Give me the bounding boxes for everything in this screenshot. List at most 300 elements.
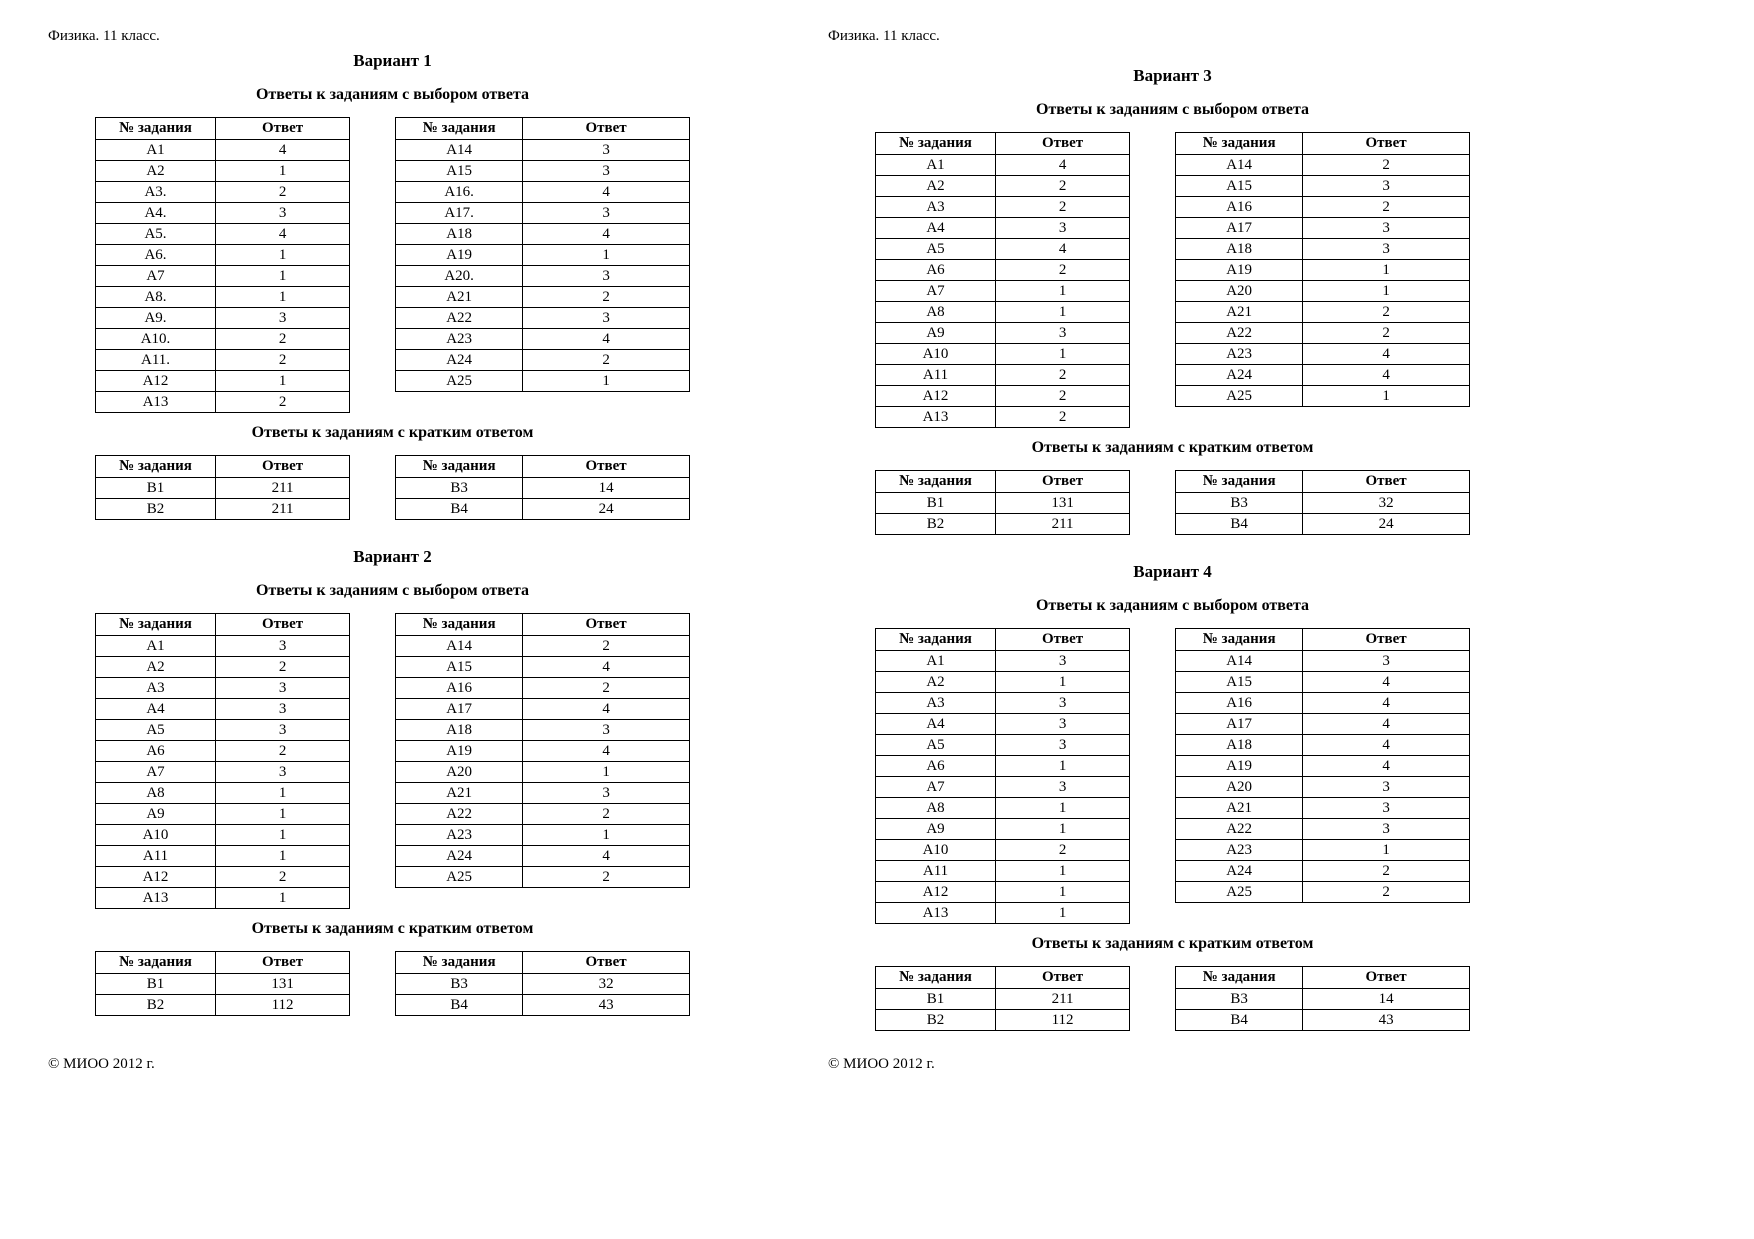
- table-header-row: [96, 614, 350, 636]
- table-cell: 1: [216, 161, 350, 182]
- variant-title: Вариант 1: [353, 51, 432, 70]
- table-cell: В1: [96, 974, 216, 995]
- table-cell: В3: [396, 974, 523, 995]
- section-title-multiple-choice: Ответы к заданиям с выбором ответа: [1035, 101, 1310, 118]
- task-number-column-header: № задания: [96, 952, 216, 974]
- table-cell: 43: [523, 995, 690, 1016]
- table-cell: А15: [396, 161, 523, 182]
- table-cell: А8: [876, 798, 996, 819]
- table-cell: 1: [216, 804, 350, 825]
- table-row: [96, 478, 350, 499]
- table-body: [1176, 989, 1470, 1031]
- table-cell: 3: [523, 266, 690, 287]
- table-body: [396, 478, 690, 520]
- table-row: [396, 636, 690, 657]
- task-number-column-header: № задания: [1176, 133, 1303, 155]
- variant-2-section: [95, 548, 690, 1016]
- page-header: Физика. 11 класс.: [828, 28, 940, 44]
- table-cell: 32: [523, 974, 690, 995]
- table-row: [96, 140, 350, 161]
- table-cell: В3: [1176, 989, 1303, 1010]
- table-header-row: [876, 133, 1130, 155]
- table-row: [396, 350, 690, 371]
- table-row: [396, 867, 690, 888]
- table-row: [876, 714, 1130, 735]
- table-cell: 2: [523, 678, 690, 699]
- table-cell: 1: [996, 798, 1130, 819]
- section-title-multiple-choice: Ответы к заданиям с выбором ответа: [255, 582, 530, 599]
- table-cell: В3: [396, 478, 523, 499]
- table-row: [396, 783, 690, 804]
- table-cell: А5: [876, 239, 996, 260]
- table-body: [396, 974, 690, 1016]
- table-row: [396, 720, 690, 741]
- table-row: [876, 176, 1130, 197]
- table-row: [1176, 819, 1470, 840]
- table-cell: А2: [96, 161, 216, 182]
- table-cell: А18: [396, 720, 523, 741]
- table-row: [876, 777, 1130, 798]
- choice-answers-table-left: [875, 132, 1130, 428]
- table-row: [876, 903, 1130, 924]
- table-cell: А7: [96, 266, 216, 287]
- table-cell: 2: [1303, 861, 1470, 882]
- table-row: [1176, 672, 1470, 693]
- copyright-footer: © МИОО 2012 г.: [48, 1056, 155, 1072]
- table-row: [876, 861, 1130, 882]
- table-cell: 4: [1303, 672, 1470, 693]
- table-row: [96, 867, 350, 888]
- page-header: Физика. 11 класс.: [48, 28, 160, 44]
- table-cell: А6: [96, 741, 216, 762]
- table-cell: 2: [996, 260, 1130, 281]
- task-number-column-header: № задания: [96, 614, 216, 636]
- table-cell: А4: [876, 218, 996, 239]
- table-header-row: [1176, 629, 1470, 651]
- task-number-column-header: № задания: [396, 952, 523, 974]
- table-row: [876, 386, 1130, 407]
- table-cell: 4: [1303, 693, 1470, 714]
- table-row: [876, 323, 1130, 344]
- copyright-footer: © МИОО 2012 г.: [828, 1056, 935, 1072]
- table-row: [96, 161, 350, 182]
- table-cell: А14: [1176, 651, 1303, 672]
- table-row: [876, 819, 1130, 840]
- table-cell: 3: [996, 218, 1130, 239]
- table-cell: А21: [1176, 302, 1303, 323]
- table-cell: 3: [216, 203, 350, 224]
- table-row: [1176, 882, 1470, 903]
- short-answer-tables: [95, 455, 690, 520]
- table-cell: А19: [396, 245, 523, 266]
- table-cell: А9: [876, 819, 996, 840]
- choice-answers-table-right: [395, 613, 690, 888]
- short-answers-table-left: [95, 951, 350, 1016]
- table-cell: В1: [876, 989, 996, 1010]
- table-cell: 1: [996, 756, 1130, 777]
- table-row: [396, 478, 690, 499]
- task-number-column-header: № задания: [876, 629, 996, 651]
- table-row: [96, 720, 350, 741]
- table-cell: 2: [523, 636, 690, 657]
- table-cell: 2: [996, 176, 1130, 197]
- table-cell: 1: [216, 245, 350, 266]
- table-cell: А9.: [96, 308, 216, 329]
- table-cell: А13: [96, 392, 216, 413]
- table-body: [1176, 651, 1470, 903]
- table-cell: 1: [1303, 386, 1470, 407]
- table-row: [876, 197, 1130, 218]
- table-cell: А8: [876, 302, 996, 323]
- table-cell: 3: [216, 699, 350, 720]
- table-cell: А13: [876, 903, 996, 924]
- table-row: [396, 224, 690, 245]
- table-cell: А20: [1176, 281, 1303, 302]
- table-cell: 2: [523, 287, 690, 308]
- task-number-column-header: № задания: [876, 967, 996, 989]
- table-cell: А10: [876, 840, 996, 861]
- table-cell: А20: [396, 762, 523, 783]
- table-cell: В4: [1176, 514, 1303, 535]
- short-answers-table-left: [875, 470, 1130, 535]
- table-cell: 211: [216, 478, 350, 499]
- table-row: [96, 678, 350, 699]
- page-2: [780, 0, 1754, 1239]
- table-row: [96, 245, 350, 266]
- table-cell: А8.: [96, 287, 216, 308]
- task-number-column-header: № задания: [1176, 629, 1303, 651]
- table-body: [1176, 155, 1470, 407]
- table-row: [396, 804, 690, 825]
- table-cell: А14: [396, 140, 523, 161]
- table-cell: А6.: [96, 245, 216, 266]
- table-cell: А12: [876, 882, 996, 903]
- table-cell: А23: [396, 329, 523, 350]
- table-row: [96, 636, 350, 657]
- answer-column-header: Ответ: [216, 118, 350, 140]
- short-answers-table-right: [395, 455, 690, 520]
- table-cell: В1: [96, 478, 216, 499]
- table-cell: В4: [396, 499, 523, 520]
- table-row: [396, 678, 690, 699]
- table-header-row: [96, 952, 350, 974]
- answer-column-header: Ответ: [216, 614, 350, 636]
- table-row: [96, 846, 350, 867]
- table-cell: А1: [876, 651, 996, 672]
- table-cell: 24: [523, 499, 690, 520]
- table-row: [876, 239, 1130, 260]
- table-cell: 14: [1303, 989, 1470, 1010]
- table-cell: 1: [216, 783, 350, 804]
- task-number-column-header: № задания: [96, 456, 216, 478]
- section-title-multiple-choice: Ответы к заданиям с выбором ответа: [255, 86, 530, 103]
- table-cell: А20: [1176, 777, 1303, 798]
- answer-column-header: Ответ: [1303, 133, 1470, 155]
- table-row: [396, 741, 690, 762]
- table-cell: А21: [396, 287, 523, 308]
- table-cell: 3: [523, 161, 690, 182]
- table-cell: 211: [996, 514, 1130, 535]
- table-cell: А6: [876, 260, 996, 281]
- table-cell: 1: [1303, 260, 1470, 281]
- task-number-column-header: № задания: [876, 133, 996, 155]
- table-row: [876, 840, 1130, 861]
- table-cell: 3: [1303, 239, 1470, 260]
- variant-title: Вариант 2: [353, 547, 432, 566]
- table-row: [876, 218, 1130, 239]
- table-cell: А10: [96, 825, 216, 846]
- table-cell: 24: [1303, 514, 1470, 535]
- table-row: [96, 804, 350, 825]
- table-cell: 1: [523, 371, 690, 392]
- table-row: [96, 974, 350, 995]
- table-cell: А22: [1176, 323, 1303, 344]
- table-row: [876, 407, 1130, 428]
- table-cell: А11: [96, 846, 216, 867]
- choice-answers-table-right: [1175, 628, 1470, 903]
- table-cell: 3: [523, 140, 690, 161]
- table-row: [396, 308, 690, 329]
- answer-column-header: Ответ: [523, 952, 690, 974]
- table-cell: А3: [876, 197, 996, 218]
- table-row: [1176, 218, 1470, 239]
- answer-column-header: Ответ: [1303, 967, 1470, 989]
- table-cell: В2: [96, 499, 216, 520]
- table-cell: А18: [1176, 735, 1303, 756]
- table-cell: 2: [1303, 197, 1470, 218]
- table-cell: 112: [216, 995, 350, 1016]
- table-row: [1176, 155, 1470, 176]
- table-body: [876, 989, 1130, 1031]
- table-cell: А11: [876, 365, 996, 386]
- table-cell: 4: [1303, 344, 1470, 365]
- table-body: [96, 974, 350, 1016]
- table-cell: А11: [876, 861, 996, 882]
- table-cell: А16.: [396, 182, 523, 203]
- table-cell: А1: [96, 140, 216, 161]
- table-cell: А2: [876, 672, 996, 693]
- table-row: [396, 846, 690, 867]
- table-body: [876, 493, 1130, 535]
- table-cell: А16: [1176, 197, 1303, 218]
- table-cell: А1: [96, 636, 216, 657]
- short-answers-table-left: [875, 966, 1130, 1031]
- table-cell: 4: [1303, 365, 1470, 386]
- table-row: [1176, 323, 1470, 344]
- section-title-short-answer: Ответы к заданиям с кратким ответом: [251, 424, 534, 441]
- table-cell: 3: [216, 308, 350, 329]
- table-cell: А24: [1176, 861, 1303, 882]
- table-row: [396, 245, 690, 266]
- table-body: [96, 636, 350, 909]
- table-cell: А5: [96, 720, 216, 741]
- table-cell: А3.: [96, 182, 216, 203]
- task-number-column-header: № задания: [396, 118, 523, 140]
- table-cell: 1: [216, 825, 350, 846]
- table-cell: 14: [523, 478, 690, 499]
- table-row: [876, 260, 1130, 281]
- table-row: [1176, 861, 1470, 882]
- table-row: [396, 825, 690, 846]
- answer-column-header: Ответ: [996, 133, 1130, 155]
- table-cell: А14: [396, 636, 523, 657]
- table-row: [1176, 302, 1470, 323]
- table-cell: 3: [1303, 798, 1470, 819]
- table-row: [396, 203, 690, 224]
- table-cell: 4: [1303, 756, 1470, 777]
- table-row: [396, 182, 690, 203]
- table-cell: А7: [876, 281, 996, 302]
- table-cell: 2: [523, 350, 690, 371]
- table-row: [1176, 344, 1470, 365]
- table-row: [396, 995, 690, 1016]
- table-cell: 3: [523, 720, 690, 741]
- table-cell: А9: [96, 804, 216, 825]
- variant-title: Вариант 3: [1133, 66, 1212, 85]
- task-number-column-header: № задания: [1176, 471, 1303, 493]
- table-row: [876, 365, 1130, 386]
- table-cell: 1: [216, 266, 350, 287]
- table-row: [96, 392, 350, 413]
- table-body: [876, 651, 1130, 924]
- table-cell: А25: [1176, 882, 1303, 903]
- table-cell: 4: [523, 657, 690, 678]
- table-row: [876, 281, 1130, 302]
- table-row: [96, 287, 350, 308]
- table-cell: 2: [523, 804, 690, 825]
- table-cell: 1: [216, 846, 350, 867]
- table-cell: 2: [216, 657, 350, 678]
- table-header-row: [876, 967, 1130, 989]
- table-row: [96, 995, 350, 1016]
- table-row: [96, 499, 350, 520]
- table-cell: 2: [996, 386, 1130, 407]
- table-cell: 1: [1303, 840, 1470, 861]
- table-cell: 1: [523, 825, 690, 846]
- table-row: [876, 989, 1130, 1010]
- table-row: [1176, 714, 1470, 735]
- table-header-row: [396, 614, 690, 636]
- table-cell: 3: [1303, 777, 1470, 798]
- table-cell: 2: [216, 350, 350, 371]
- choice-tables: [875, 628, 1470, 924]
- table-row: [96, 371, 350, 392]
- table-cell: 1: [996, 281, 1130, 302]
- table-cell: А1: [876, 155, 996, 176]
- table-cell: А12: [96, 867, 216, 888]
- variant-3-section: [875, 67, 1470, 535]
- table-cell: 1: [216, 888, 350, 909]
- table-row: [96, 888, 350, 909]
- table-cell: А18: [1176, 239, 1303, 260]
- table-cell: А22: [396, 308, 523, 329]
- table-row: [96, 224, 350, 245]
- table-cell: 2: [996, 365, 1130, 386]
- table-cell: 4: [523, 846, 690, 867]
- table-header-row: [96, 456, 350, 478]
- variant-4-section: [875, 563, 1470, 1031]
- table-row: [876, 798, 1130, 819]
- table-cell: 43: [1303, 1010, 1470, 1031]
- table-cell: 1: [216, 287, 350, 308]
- table-body: [1176, 493, 1470, 535]
- table-cell: В2: [876, 1010, 996, 1031]
- table-cell: 3: [216, 678, 350, 699]
- table-cell: А17: [1176, 218, 1303, 239]
- table-row: [396, 371, 690, 392]
- choice-tables: [95, 613, 690, 909]
- table-header-row: [876, 629, 1130, 651]
- short-answers-table-right: [1175, 966, 1470, 1031]
- short-answer-tables: [95, 951, 690, 1016]
- table-row: [1176, 840, 1470, 861]
- table-cell: 2: [1303, 323, 1470, 344]
- table-row: [396, 657, 690, 678]
- choice-answers-table-left: [95, 613, 350, 909]
- table-row: [876, 651, 1130, 672]
- table-cell: А11.: [96, 350, 216, 371]
- answer-column-header: Ответ: [523, 456, 690, 478]
- table-row: [876, 514, 1130, 535]
- table-header-row: [96, 118, 350, 140]
- table-cell: 1: [996, 861, 1130, 882]
- table-cell: 3: [996, 323, 1130, 344]
- table-cell: 4: [996, 155, 1130, 176]
- table-row: [96, 203, 350, 224]
- table-cell: А17: [396, 699, 523, 720]
- answer-column-header: Ответ: [216, 952, 350, 974]
- variant-1-section: [95, 52, 690, 520]
- table-cell: 4: [1303, 735, 1470, 756]
- table-cell: 1: [996, 819, 1130, 840]
- table-row: [396, 699, 690, 720]
- table-row: [876, 735, 1130, 756]
- table-body: [396, 140, 690, 392]
- short-answers-table-right: [395, 951, 690, 1016]
- table-row: [1176, 651, 1470, 672]
- table-cell: 4: [996, 239, 1130, 260]
- table-row: [396, 762, 690, 783]
- table-row: [876, 302, 1130, 323]
- table-cell: 4: [523, 699, 690, 720]
- table-cell: 4: [523, 224, 690, 245]
- table-cell: 3: [996, 651, 1130, 672]
- table-cell: А3: [876, 693, 996, 714]
- table-cell: 4: [523, 182, 690, 203]
- table-cell: 3: [216, 720, 350, 741]
- choice-tables: [875, 132, 1470, 428]
- table-cell: 211: [996, 989, 1130, 1010]
- table-row: [876, 672, 1130, 693]
- choice-answers-table-left: [95, 117, 350, 413]
- answer-column-header: Ответ: [996, 629, 1130, 651]
- table-cell: А25: [396, 371, 523, 392]
- table-cell: 2: [216, 182, 350, 203]
- table-cell: А4: [876, 714, 996, 735]
- table-header-row: [1176, 967, 1470, 989]
- table-row: [876, 155, 1130, 176]
- table-cell: А8: [96, 783, 216, 804]
- table-row: [876, 493, 1130, 514]
- table-cell: В1: [876, 493, 996, 514]
- section-title-short-answer: Ответы к заданиям с кратким ответом: [1031, 935, 1314, 952]
- short-answers-table-right: [1175, 470, 1470, 535]
- table-cell: А16: [396, 678, 523, 699]
- choice-answers-table-right: [1175, 132, 1470, 407]
- table-cell: А23: [396, 825, 523, 846]
- short-answers-table-left: [95, 455, 350, 520]
- answer-column-header: Ответ: [1303, 629, 1470, 651]
